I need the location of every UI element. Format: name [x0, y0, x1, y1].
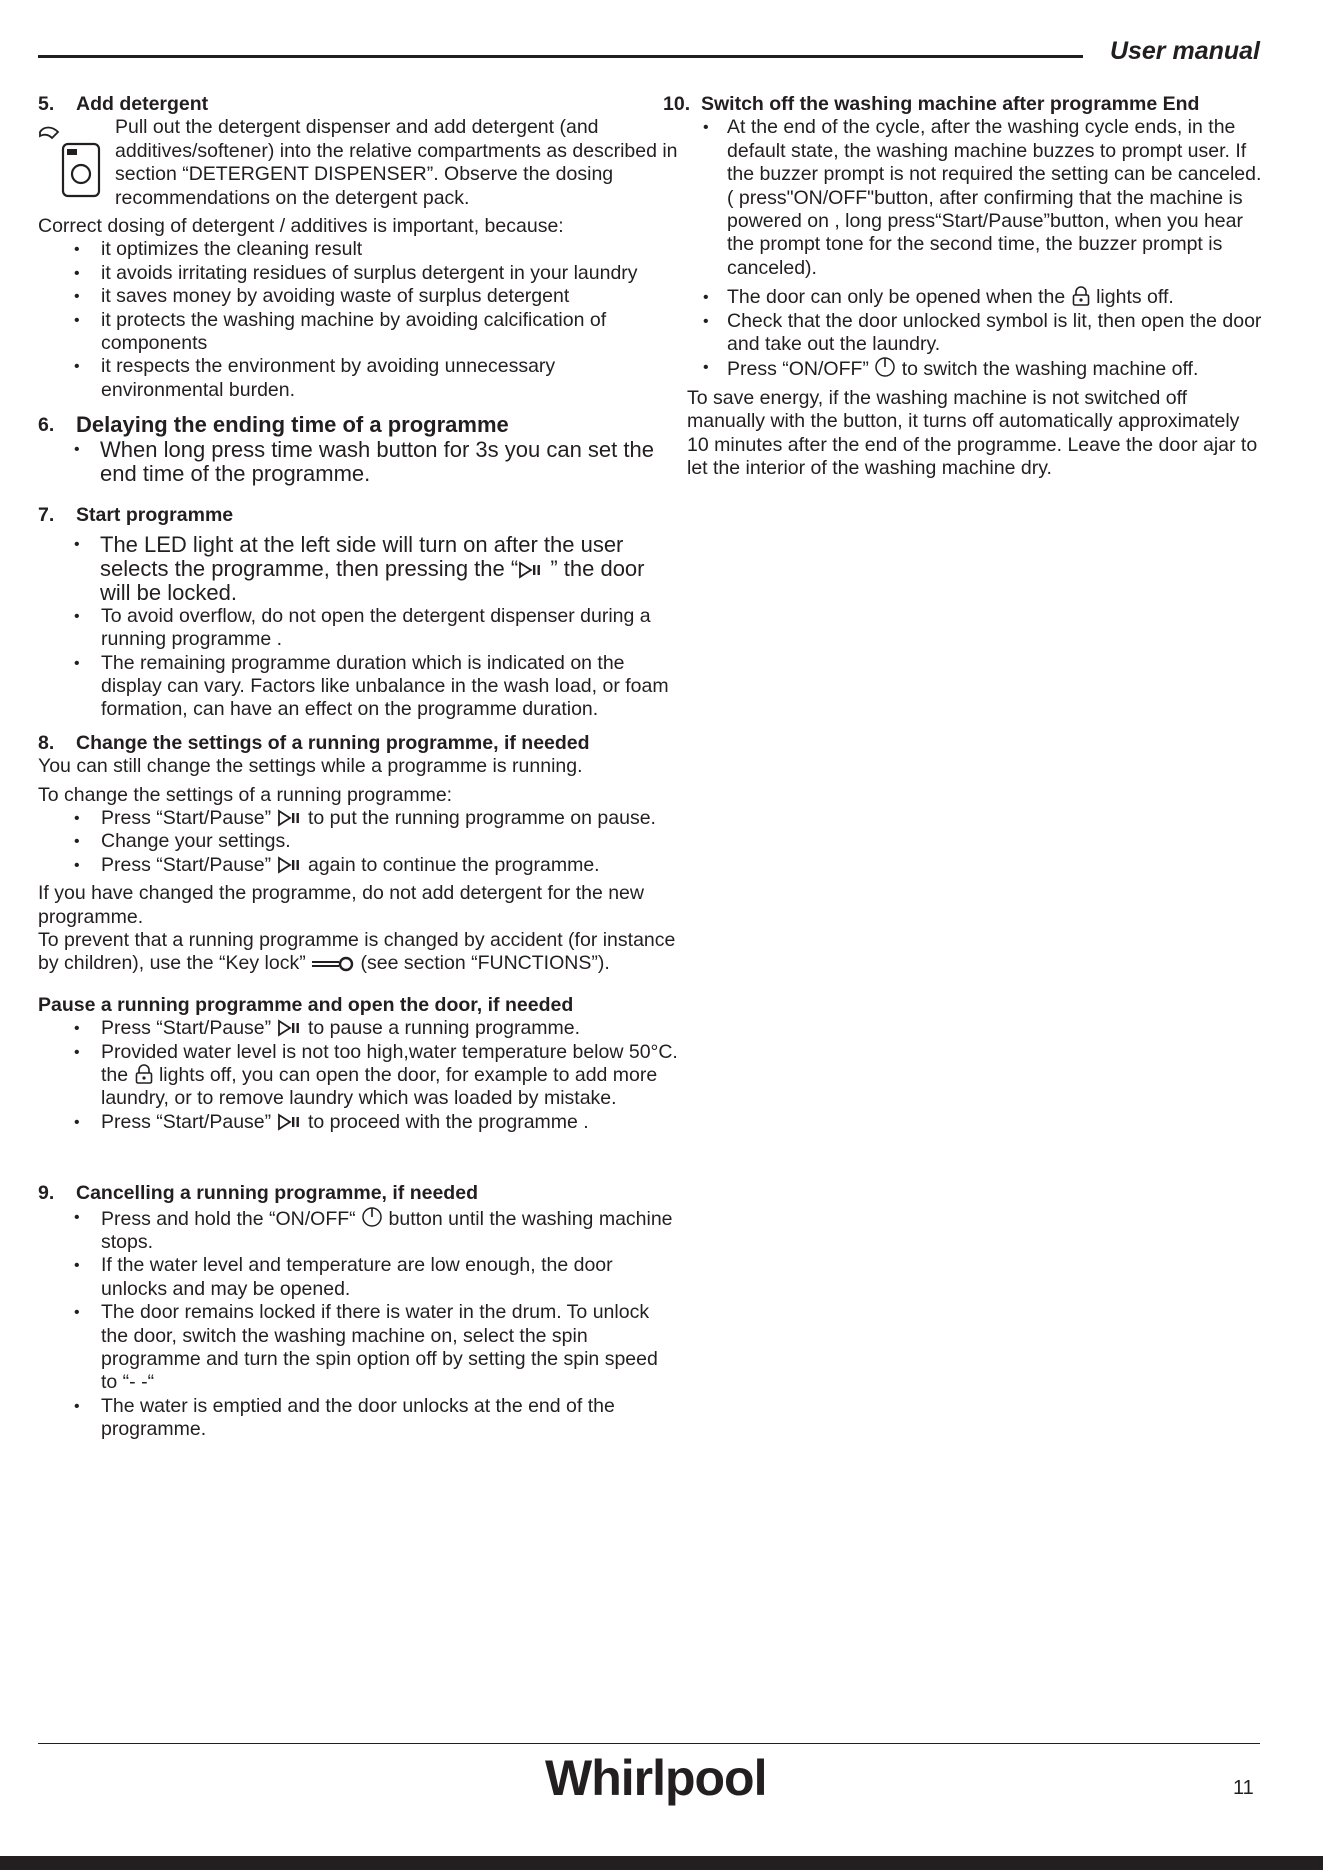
section-9-heading — [38, 1182, 678, 1205]
section-5-heading — [38, 93, 678, 116]
section-number: 9. — [38, 1182, 55, 1205]
list-item: • At the end of the cycle, after the washing cycle ends, in the default state, the washing machine buzzes to prompt user. If the buzzer prompt is not required the setting can be canceled. ( press"ON/OFF"button, after confirming that the machine is powered on , long press“Start/Pause”button, when you hear the prompt tone for the second time, the buzzer prompt is canceled). — [663, 116, 1263, 280]
section-7-bullets — [38, 533, 678, 722]
section-9-bullets — [38, 1206, 678, 1442]
list-item — [38, 1111, 678, 1134]
detergent-dispenser-icon — [38, 122, 106, 202]
brand-logo: Whirlpool — [545, 1750, 767, 1806]
list-item: • it avoids irritating residues of surplus detergent in your laundry — [38, 262, 678, 285]
text: Provided water level is not too high,water temperature below 50°C. the — [101, 1040, 678, 1086]
detergent-intro — [38, 116, 678, 210]
list-item: • it respects the environment by avoiding unnecessary environmental burden. — [38, 355, 678, 402]
list-item: • The door remains locked if there is water in the drum. To unlock the door, switch the washing machine on, select the spin programme and turn the spin option off by setting the spin speed to “- -“ — [38, 1301, 678, 1395]
text: lights off. — [1090, 286, 1174, 309]
list-item — [38, 1041, 678, 1111]
text: Press “Start/Pause” — [101, 853, 277, 876]
text: to switch the washing machine off. — [896, 358, 1199, 381]
text: The LED light at the left side will turn on after the user selects the programme, then pressing the “ — [100, 531, 624, 581]
list-item: • The remaining programme duration which is indicated on the display can vary. Factors like unbalance in the wash load, or foam formation, can have an effect on the programme duration. — [38, 652, 678, 722]
list-item — [38, 1017, 678, 1040]
text: The door can only be opened when the — [727, 286, 1071, 309]
section-number: 5. — [38, 93, 55, 115]
door-lock-icon — [134, 1064, 154, 1084]
start-pause-icon — [518, 561, 544, 579]
pause-bullets — [38, 1017, 678, 1134]
power-icon — [361, 1206, 383, 1228]
detergent-intro-text: Pull out the detergent dispenser and add detergent (and additives/softener) into the relative compartments as described in section “DETERGENT DISPENSER”. Observe the dosing recommendations on the detergent pack. — [115, 116, 678, 209]
text: to proceed with the programme . — [302, 1110, 589, 1133]
list-item — [38, 1206, 678, 1255]
list-item: • To avoid overflow, do not open the detergent dispenser during a running programme . — [38, 605, 678, 652]
list-item — [38, 854, 678, 877]
paragraph: To save energy, if the washing machine is not switched off manually with the button, it turns off automatically approximately 10 minutes after the end of the programme. Leave the door ajar to let the interior of the washing machine dry. — [687, 386, 1258, 480]
list-item: • it protects the washing machine by avoiding calcification of components — [38, 309, 678, 356]
list-item: • Change your settings. — [38, 830, 678, 853]
section-title: Start programme — [76, 504, 234, 527]
section-8-heading — [38, 732, 678, 755]
text: Press “ON/OFF” — [727, 358, 875, 381]
text: lights off, you can open the door, for example to add more laundry, or to remove laundry which was loaded by mistake. — [101, 1064, 658, 1110]
text: to pause a running programme. — [302, 1017, 581, 1040]
list-item — [38, 807, 678, 830]
text: (see section “FUNCTIONS”). — [355, 952, 610, 975]
paragraph — [38, 929, 678, 976]
section-number: 8. — [38, 731, 55, 754]
list-item: • When long press time wash button for 3s you can set the end time of the programme. — [38, 438, 678, 486]
dosing-bullets — [38, 238, 678, 402]
section-title: Add detergent — [76, 93, 209, 115]
text: to put the running programme on pause. — [302, 806, 656, 829]
text: Press “Start/Pause” — [101, 1017, 277, 1040]
text: To prevent that a running programme is changed by accident (for instance by children), use the “Key lock” — [38, 928, 676, 975]
key-lock-icon — [311, 956, 355, 972]
door-lock-icon — [1071, 286, 1091, 306]
section-10-heading — [663, 93, 1263, 116]
start-pause-icon — [277, 1113, 303, 1131]
list-item: • Check that the door unlocked symbol is lit, then open the door and take out the laundry. — [663, 310, 1263, 357]
start-pause-icon — [277, 809, 303, 827]
header-rule — [38, 55, 1083, 58]
list-item: • If the water level and temperature are low enough, the door unlocks and may be opened. — [38, 1254, 678, 1301]
text: again to continue the programme. — [302, 853, 600, 876]
pause-heading: Pause a running programme and open the door, if needed — [38, 993, 574, 1016]
section-10-bullets — [663, 116, 1263, 381]
section-number: 7. — [38, 504, 55, 527]
text: Press “Start/Pause” — [101, 1110, 277, 1133]
header-title: User manual — [1109, 37, 1260, 65]
footer-rule — [38, 1743, 1260, 1744]
section-8-bullets — [38, 807, 678, 877]
left-column — [38, 93, 678, 1442]
section-title: Switch off the washing machine after programme End — [701, 93, 1200, 115]
list-item: • it saves money by avoiding waste of surplus detergent — [38, 285, 678, 308]
text: Press and hold the “ON/OFF“ — [101, 1207, 362, 1230]
list-item — [663, 286, 1263, 309]
list-item — [663, 356, 1263, 381]
list-item — [38, 533, 678, 605]
section-7-heading — [38, 504, 678, 527]
paragraph: To change the settings of a running programme: — [38, 783, 453, 806]
start-pause-icon — [277, 1019, 303, 1037]
paragraph: If you have changed the programme, do not add detergent for the new programme. — [38, 882, 644, 928]
section-6-heading — [38, 412, 678, 438]
bottom-bar — [0, 1856, 1323, 1870]
text: Press “Start/Pause” — [101, 806, 277, 829]
section-title: Change the settings of a running programme, if needed — [76, 731, 590, 754]
paragraph: You can still change the settings while a programme is running. — [38, 755, 583, 778]
list-item: • it optimizes the cleaning result — [38, 238, 678, 261]
section-6-bullets — [38, 438, 678, 486]
section-number: 6. — [38, 414, 55, 437]
list-item: • The water is emptied and the door unlocks at the end of the programme. — [38, 1395, 678, 1442]
page-number: 11 — [1233, 1777, 1254, 1799]
section-number: 10. — [663, 93, 691, 115]
dosing-lead: Correct dosing of detergent / additives is important, because: — [38, 215, 564, 238]
section-title: Delaying the ending time of a programme — [76, 412, 509, 438]
power-icon — [874, 356, 896, 378]
section-title: Cancelling a running programme, if needed — [76, 1182, 478, 1205]
right-column — [663, 93, 1263, 481]
start-pause-icon — [277, 856, 303, 874]
text: button until the washing machine stops. — [101, 1207, 673, 1254]
text: ” the door will be locked. — [100, 555, 645, 605]
